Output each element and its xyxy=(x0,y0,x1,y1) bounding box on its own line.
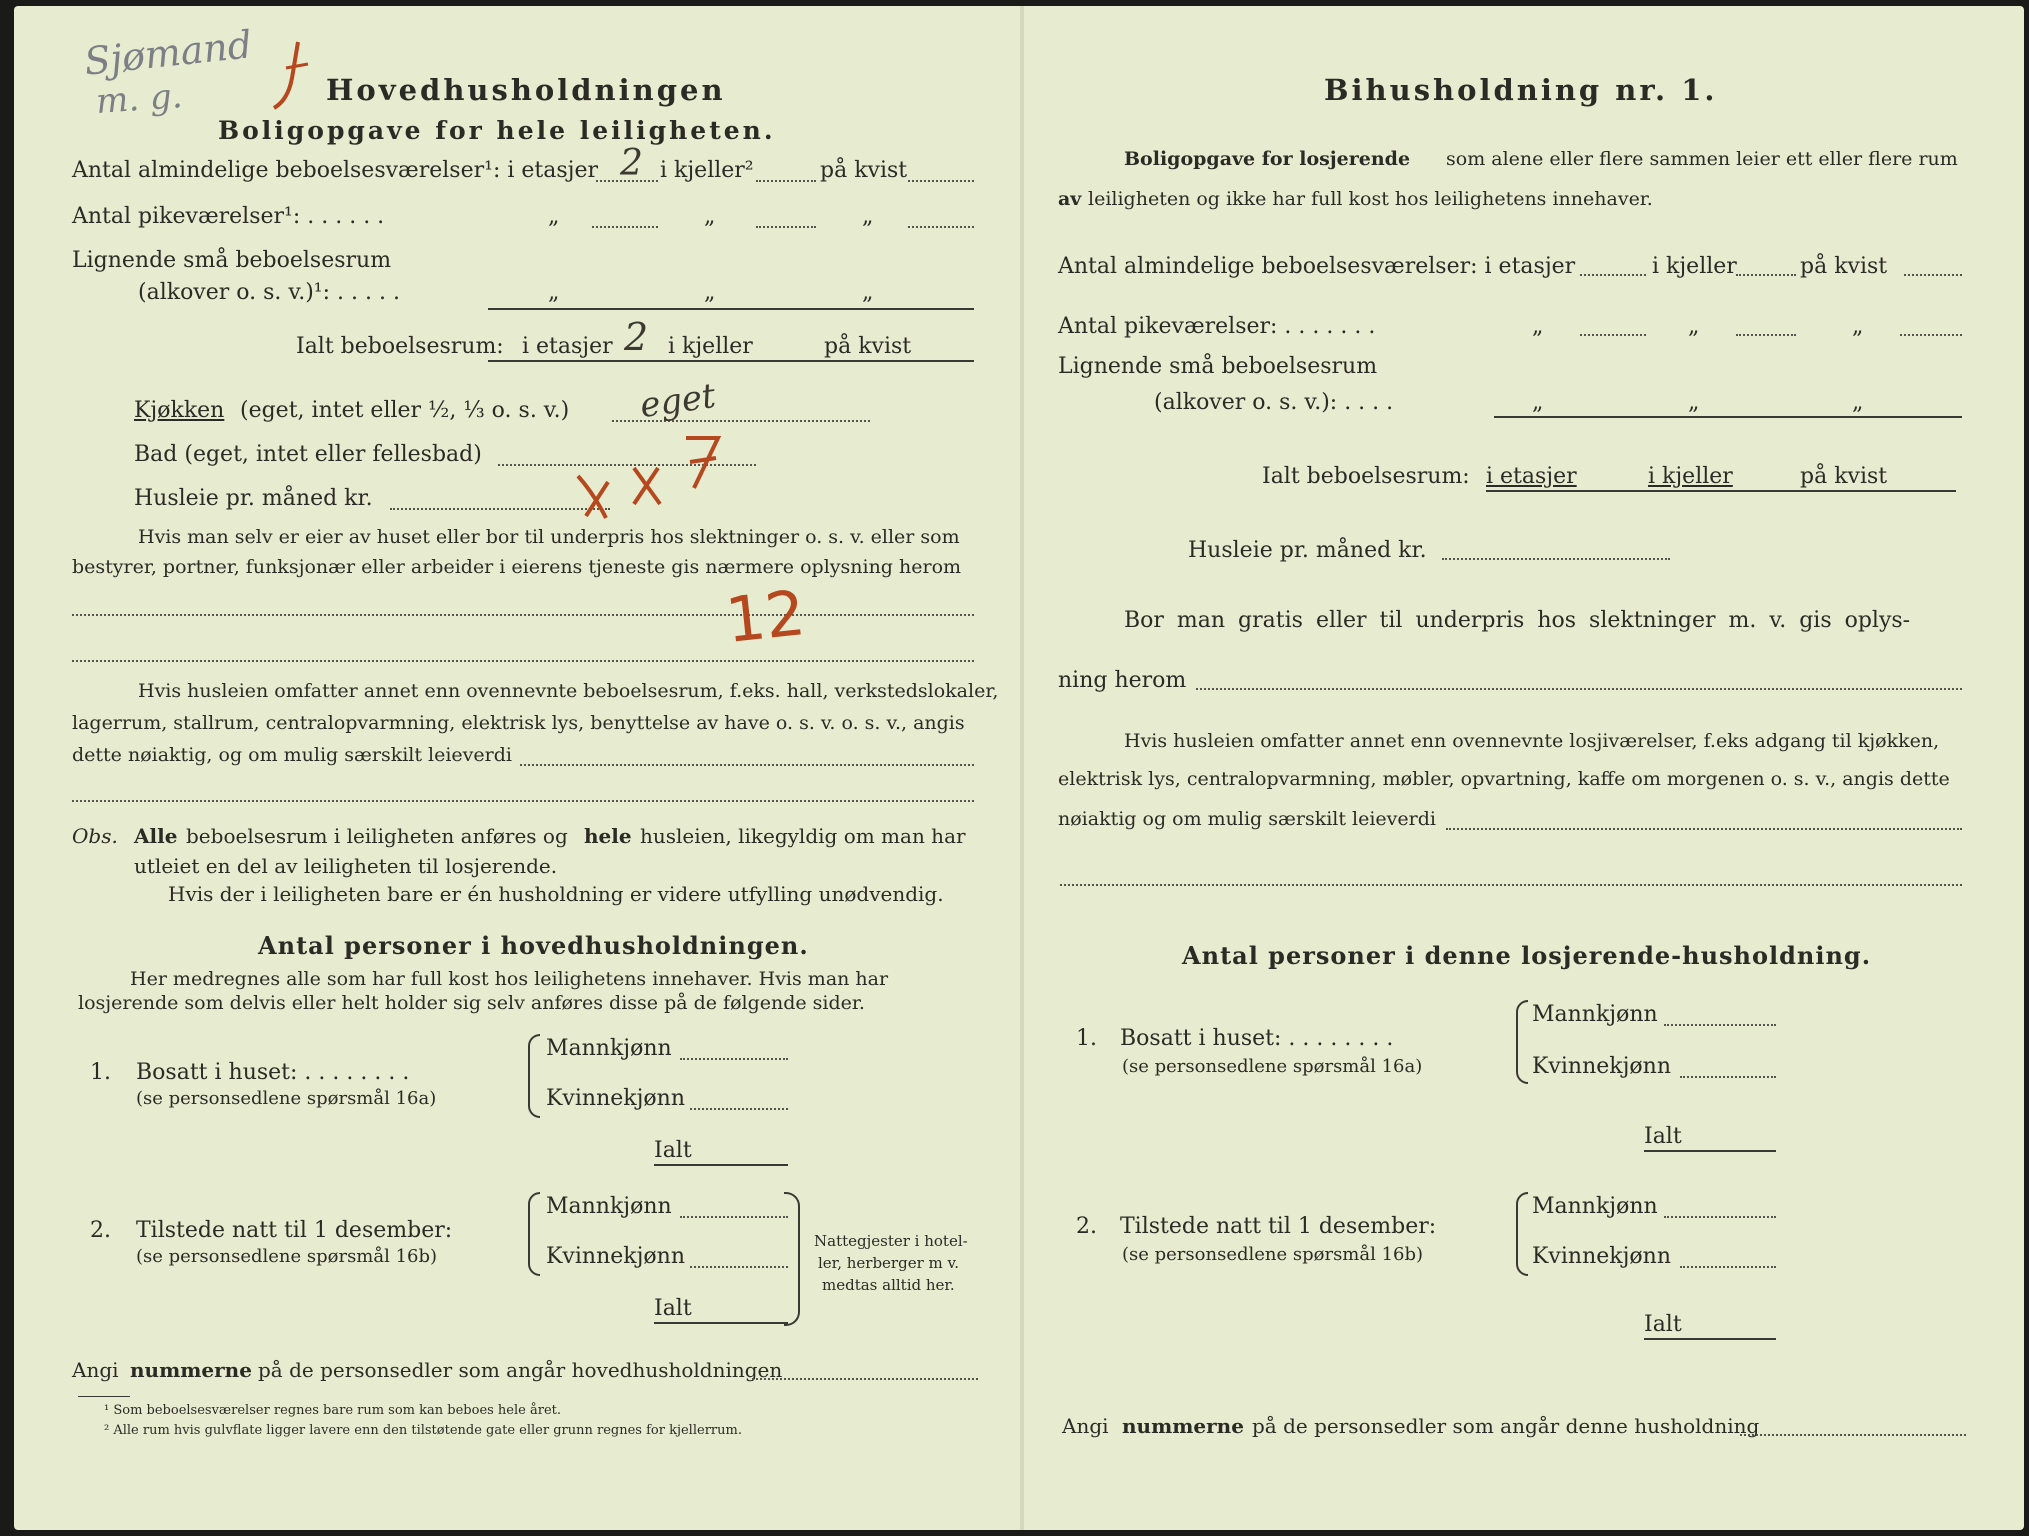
sub-maid-attic-field[interactable] xyxy=(1900,334,1962,336)
maid-cellar-field[interactable] xyxy=(756,226,816,228)
maid-rooms-label: Antal pikeværelser¹: . . . . . . xyxy=(72,204,385,229)
sub-free-rent-line-2: ning herom xyxy=(1058,668,1187,693)
rooms-floor-value: 2 xyxy=(620,143,643,184)
sub-q1-number: 1. xyxy=(1076,1026,1097,1051)
owner-note-field-2[interactable] xyxy=(72,660,974,662)
sub-q1-label: Bosatt i huset: . . . . . . . . xyxy=(1120,1026,1394,1051)
sub-q1-total-label: Ialt xyxy=(1644,1124,1682,1149)
sub-q2-brace xyxy=(1516,1192,1528,1276)
sub-rooms-attic-label: på kvist xyxy=(1800,254,1888,279)
extras-note-line-3: dette nøiaktig, og om mulig særskilt leieverdi xyxy=(72,744,512,766)
q2-male-label: Mannkjønn xyxy=(546,1194,672,1219)
sub-intro-line-2: leiligheten og ikke har full kost hos leilighetens innehaver. xyxy=(1088,188,1653,210)
sub-q2-label: Tilstede natt til 1 desember: xyxy=(1120,1214,1437,1239)
q1-female-label: Kvinnekjønn xyxy=(546,1086,685,1111)
obs-emphasis-whole: hele xyxy=(584,824,632,848)
sub-q2-male-label: Mannkjønn xyxy=(1532,1194,1658,1219)
sub-rooms-attic-field[interactable] xyxy=(1904,274,1962,276)
guests-note-line-1: Nattegjester i hotel- xyxy=(814,1232,968,1250)
footnote-2: ² Alle rum hvis gulvflate ligger lavere enn den tilstøtende gate eller grunn regnes for kjellerrum. xyxy=(104,1423,742,1438)
ditto-mark: „ xyxy=(1688,390,1700,415)
red-check-mark xyxy=(268,38,314,118)
q1-male-field[interactable] xyxy=(680,1058,788,1060)
sub-q1-brace xyxy=(1516,1000,1528,1084)
sub-free-rent-field[interactable] xyxy=(1196,688,1962,690)
main-persons-heading: Antal personer i hovedhusholdningen. xyxy=(258,931,809,960)
extras-note-line-1: Hvis husleien omfatter annet enn ovennevnte beboelsesrum, f.eks. hall, verkstedslokaler, xyxy=(138,680,999,702)
rooms-attic-field[interactable] xyxy=(908,180,974,182)
q2-total-field[interactable] xyxy=(654,1322,788,1324)
q1-number: 1. xyxy=(90,1060,111,1085)
rooms-cellar-label: i kjeller² xyxy=(660,158,754,183)
sub-extras-line-2: elektrisk lys, centralopvarmning, møbler, opvartning, kaffe om morgenen o. s. v., angis dette xyxy=(1058,768,1950,790)
page-fold xyxy=(1020,6,1024,1530)
guests-note-line-3: medtas alltid her. xyxy=(822,1276,955,1294)
obs-line-3: Hvis der i leiligheten bare er én husholdning er videre utfylling unødvendig. xyxy=(168,882,944,906)
q1-brace xyxy=(528,1034,540,1118)
sub-maid-cellar-field[interactable] xyxy=(1736,334,1796,336)
sub-rooms-floor-field[interactable] xyxy=(1580,274,1646,276)
q2-number: 2. xyxy=(90,1218,111,1243)
extras-note-line-2: lagerrum, stallrum, centralopvarmning, elektrisk lys, benyttelse av have o. s. v. o. s. v., angis xyxy=(72,712,965,734)
sub-q2-number: 2. xyxy=(1076,1214,1097,1239)
ditto-mark: „ xyxy=(1532,390,1544,415)
sub-extras-field-1[interactable] xyxy=(1446,828,1962,830)
footnote-1: ¹ Som beboelsesværelser regnes bare rum som kan beboes hele året. xyxy=(104,1403,561,1418)
q1-sublabel: (se personsedlene spørsmål 16a) xyxy=(136,1088,437,1109)
q2-label: Tilstede natt til 1 desember: xyxy=(136,1218,453,1243)
sub-persons-heading: Antal personer i denne losjerende-husholdning. xyxy=(1182,941,1872,970)
sub-q2-sublabel: (se personsedlene spørsmål 16b) xyxy=(1122,1244,1424,1265)
q2-male-field[interactable] xyxy=(680,1216,788,1218)
rooms-cellar-field[interactable] xyxy=(756,180,816,182)
total-attic-label: på kvist xyxy=(824,334,912,359)
owner-note-line-1: Hvis man selv er eier av huset eller bor til underpris hos slektninger o. s. v. eller som xyxy=(138,526,960,548)
q1-male-label: Mannkjønn xyxy=(546,1036,672,1061)
red-cross-marks xyxy=(572,418,762,528)
obs-text-1: beboelsesrum i leiligheten anføres og xyxy=(186,824,568,848)
small-rooms-label: Lignende små beboelsesrum xyxy=(72,248,392,273)
sub-small-rooms-sub-label: (alkover o. s. v.): . . . . xyxy=(1154,390,1394,415)
ditto-mark: „ xyxy=(862,204,874,229)
sub-extras-field-2[interactable] xyxy=(1060,884,1962,886)
sub-q1-male-label: Mannkjønn xyxy=(1532,1002,1658,1027)
total-cellar-label: i kjeller xyxy=(668,334,753,359)
sub-q1-female-field[interactable] xyxy=(1680,1076,1776,1078)
ditto-mark: „ xyxy=(1852,390,1864,415)
obs-text-2: husleien, likegyldig om man har xyxy=(640,824,966,848)
owner-note-field-1[interactable] xyxy=(72,614,974,616)
obs-emphasis-all: Alle xyxy=(134,824,178,848)
q1-total-field[interactable] xyxy=(654,1164,788,1166)
sub-total-floor-label: i etasjer xyxy=(1486,464,1577,489)
margin-note-marital: m. g. xyxy=(94,76,184,122)
sub-total-rooms-label: Ialt beboelsesrum: xyxy=(1262,464,1470,489)
rooms-ordinary-label: Antal almindelige beboelsesværelser¹: i etasjer xyxy=(72,158,599,183)
q1-female-field[interactable] xyxy=(690,1108,788,1110)
sub-small-rooms-label: Lignende små beboelsesrum xyxy=(1058,354,1378,379)
extras-field-2[interactable] xyxy=(72,800,974,802)
sub-extras-line-1: Hvis husleien omfatter annet enn ovennevnte losjiværelser, f.eks adgang til kjøkken, xyxy=(1124,730,1940,752)
persons-note-line-2: losjerende som delvis eller helt holder sig selv anføres disse på de følgende sider. xyxy=(78,992,865,1014)
main-household-subtitle: Boligopgave for hele leiligheten. xyxy=(218,116,776,145)
q1-label: Bosatt i huset: . . . . . . . . xyxy=(136,1060,410,1085)
q2-female-field[interactable] xyxy=(690,1266,788,1268)
sub-rooms-cellar-field[interactable] xyxy=(1736,274,1796,276)
main-numbers-field[interactable] xyxy=(752,1378,978,1380)
sub-numbers-label-a: Angi xyxy=(1062,1414,1109,1438)
subtotal-line xyxy=(488,308,974,310)
red-page-number: 12 xyxy=(722,576,809,657)
sub-rooms-ordinary-label: Antal almindelige beboelsesværelser: i etasjer xyxy=(1058,254,1576,279)
main-numbers-label-a: Angi xyxy=(72,1358,119,1382)
sub-rent-field[interactable] xyxy=(1442,558,1670,560)
q1-total-label: Ialt xyxy=(654,1138,692,1163)
main-numbers-label-b: nummerne xyxy=(130,1358,252,1382)
kitchen-label: Kjøkken xyxy=(134,398,225,423)
sub-total-cellar-label: i kjeller xyxy=(1648,464,1733,489)
sub-q2-male-field[interactable] xyxy=(1664,1216,1776,1218)
guests-note-line-2: ler, herberger m v. xyxy=(818,1254,959,1272)
ditto-mark: „ xyxy=(548,204,560,229)
sub-subtotal-line xyxy=(1494,416,1962,418)
sub-q2-female-label: Kvinnekjønn xyxy=(1532,1244,1671,1269)
ditto-mark: „ xyxy=(1688,314,1700,339)
sub-rent-label: Husleie pr. måned kr. xyxy=(1188,538,1427,563)
total-line xyxy=(488,360,974,362)
ditto-mark: „ xyxy=(862,280,874,305)
sub-q1-total-field[interactable] xyxy=(1644,1150,1776,1152)
sub-intro-rest: som alene eller flere sammen leier ett eller flere rum xyxy=(1446,148,1958,170)
main-household-title: Hovedhusholdningen xyxy=(326,73,726,107)
sub-rooms-cellar-label: i kjeller xyxy=(1652,254,1737,279)
kitchen-value: eget xyxy=(637,375,719,427)
margin-note-occupation: Sjømand xyxy=(82,22,255,84)
extras-field-1[interactable] xyxy=(520,764,974,766)
guests-brace xyxy=(784,1192,800,1326)
sub-q1-sublabel: (se personsedlene spørsmål 16a) xyxy=(1122,1056,1423,1077)
sub-numbers-field[interactable] xyxy=(1740,1434,1966,1436)
maid-attic-field[interactable] xyxy=(908,226,974,228)
total-floor-label: i etasjer xyxy=(522,334,613,359)
sub-intro-bold: Boligopgave for losjerende xyxy=(1124,148,1411,170)
sub-q2-total-field[interactable] xyxy=(1644,1338,1776,1340)
kitchen-options: (eget, intet eller ½, ⅓ o. s. v.) xyxy=(240,398,570,423)
maid-floor-field[interactable] xyxy=(592,226,658,228)
sub-intro-av: av xyxy=(1058,188,1082,210)
obs-line-2: utleiet en del av leiligheten til losjerende. xyxy=(134,854,558,878)
sub-maid-rooms-label: Antal pikeværelser: . . . . . . . xyxy=(1058,314,1376,339)
ditto-mark: „ xyxy=(548,280,560,305)
ditto-mark: „ xyxy=(1532,314,1544,339)
main-numbers-label-c: på de personsedler som angår hovedhusholdningen xyxy=(258,1358,783,1382)
q2-brace xyxy=(528,1192,540,1276)
sub-total-attic-label: på kvist xyxy=(1800,464,1888,489)
sub-q2-total-label: Ialt xyxy=(1644,1312,1682,1337)
obs-label: Obs. xyxy=(72,824,118,848)
q2-female-label: Kvinnekjønn xyxy=(546,1244,685,1269)
sub-numbers-label-c: på de personsedler som angår denne husholdning xyxy=(1252,1414,1760,1438)
rent-label: Husleie pr. måned kr. xyxy=(134,486,373,511)
small-rooms-sub-label: (alkover o. s. v.)¹: . . . . . xyxy=(138,280,400,305)
sub-free-rent-line-1: Bor man gratis eller til underpris hos slektninger m. v. gis oplys- xyxy=(1124,608,1911,633)
sub-household-title: Bihusholdning nr. 1. xyxy=(1324,73,1718,107)
q2-sublabel: (se personsedlene spørsmål 16b) xyxy=(136,1246,438,1267)
sub-q1-male-field[interactable] xyxy=(1664,1024,1776,1026)
sub-numbers-label-b: nummerne xyxy=(1122,1414,1244,1438)
sub-extras-line-3: nøiaktig og om mulig særskilt leieverdi xyxy=(1058,808,1436,830)
sub-q1-female-label: Kvinnekjønn xyxy=(1532,1054,1671,1079)
footnote-rule xyxy=(78,1396,130,1397)
owner-note-line-2: bestyrer, portner, funksjonær eller arbeider i eierens tjeneste gis nærmere oplysning herom xyxy=(72,556,962,578)
ditto-mark: „ xyxy=(704,280,716,305)
ditto-mark: „ xyxy=(704,204,716,229)
rooms-attic-label: på kvist xyxy=(820,158,908,183)
sub-q2-female-field[interactable] xyxy=(1680,1266,1776,1268)
sub-total-line xyxy=(1486,490,1956,492)
q2-total-label: Ialt xyxy=(654,1296,692,1321)
total-floor-value: 2 xyxy=(624,315,649,359)
total-rooms-label: Ialt beboelsesrum: xyxy=(296,334,504,359)
sub-maid-floor-field[interactable] xyxy=(1580,334,1646,336)
ditto-mark: „ xyxy=(1852,314,1864,339)
bath-label: Bad (eget, intet eller fellesbad) xyxy=(134,442,482,467)
persons-note-line-1: Her medregnes alle som har full kost hos leilighetens innehaver. Hvis man har xyxy=(130,968,889,990)
